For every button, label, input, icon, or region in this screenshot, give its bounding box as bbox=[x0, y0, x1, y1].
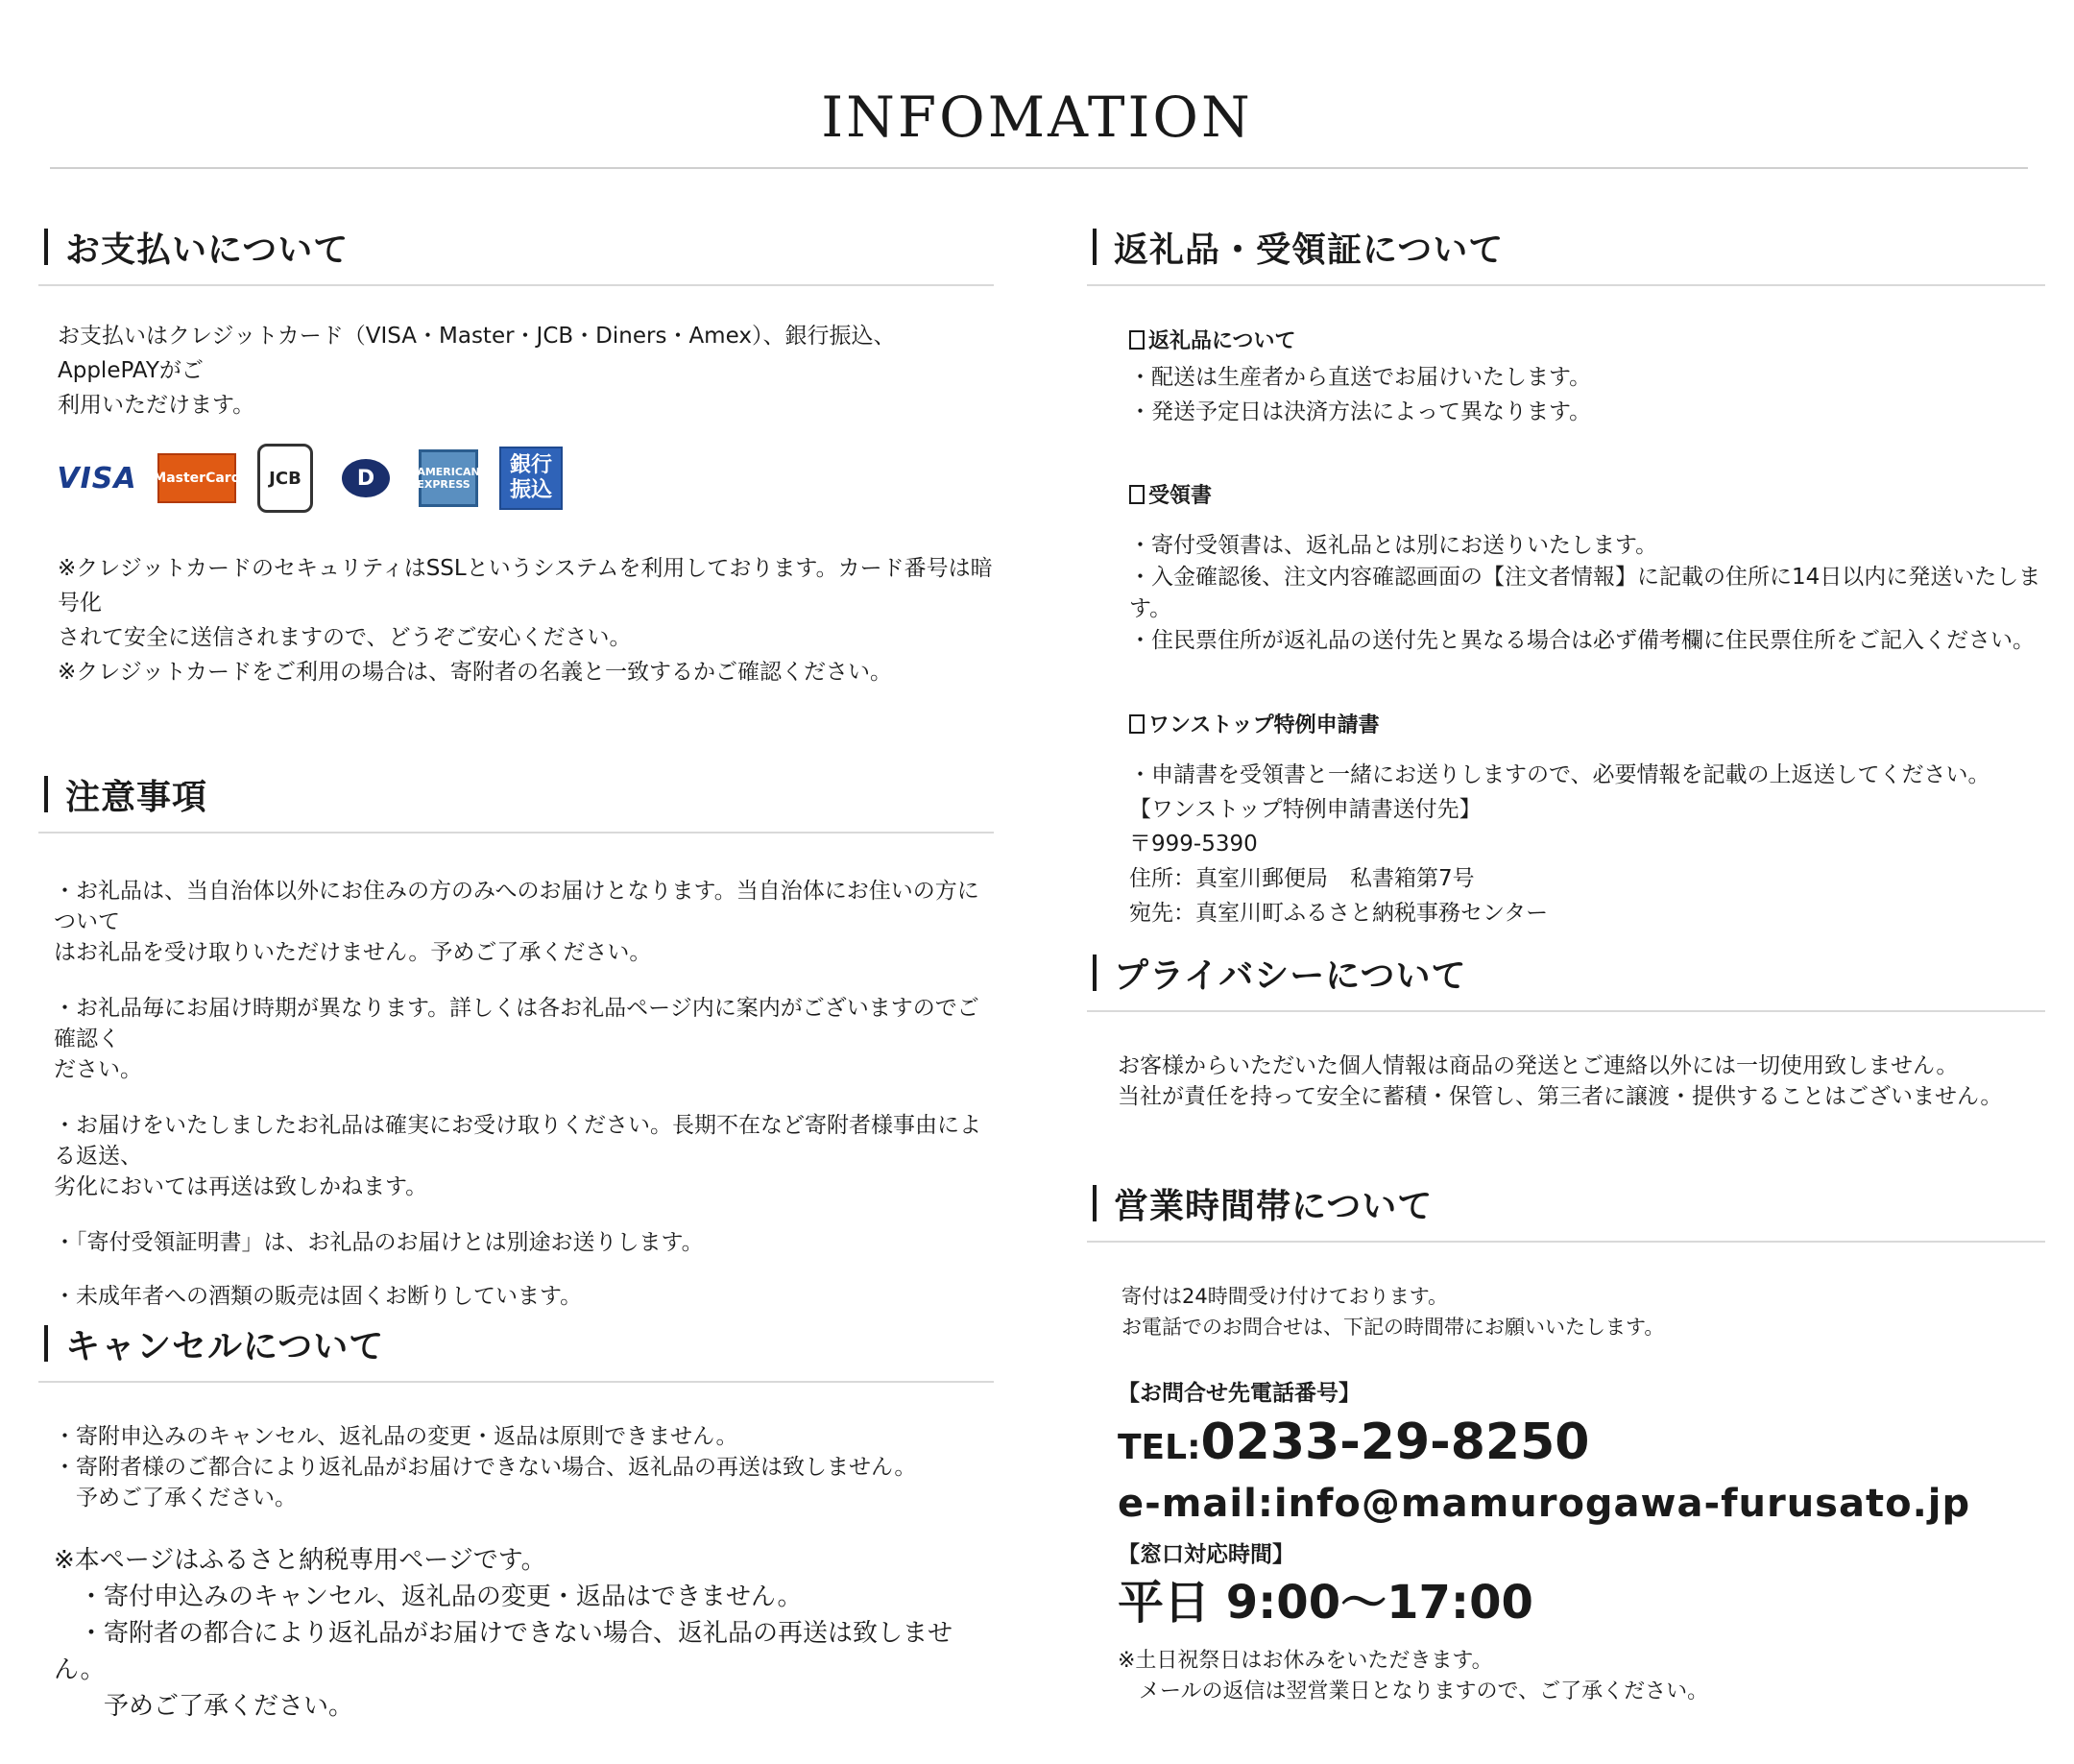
privacy-title: プライバシーについて bbox=[1114, 955, 1467, 996]
receipt-line: ・入金確認後、注文内容確認画面の【注文者情報】に記載の住所に14日以内に発送いたします。 bbox=[1129, 565, 2041, 621]
window-label: 【窓口対応時間】 bbox=[1118, 1542, 1294, 1567]
cancel-line: ・寄附申込みのキャンセル、返礼品の変更・返品は原則できません。 bbox=[54, 1424, 738, 1449]
privacy-lines bbox=[1087, 1051, 2045, 1112]
payment-section bbox=[38, 221, 994, 689]
onestop-address: 住所：真室川郵便局 私書箱第7号 bbox=[1129, 866, 1475, 891]
caution-heading bbox=[38, 768, 994, 820]
cancel-line: 予めご了承ください。 bbox=[54, 1486, 297, 1510]
heading-bar bbox=[1093, 229, 1097, 265]
cancel-notice-line: ・寄付申込みのキャンセル、返礼品の変更・返品はできません。 bbox=[54, 1583, 803, 1611]
cancel-line: ・寄附者様のご都合により返礼品がお届けできない場合、返礼品の再送は致しません。 bbox=[54, 1455, 917, 1480]
window-hours: 平日 9:00～17:00 bbox=[1118, 1576, 1533, 1630]
heading-bar bbox=[44, 776, 48, 812]
onestop-recipient: 宛先：真室川町ふるさと納税事務センター bbox=[1129, 901, 1549, 926]
onestop-line: 【ワンストップ特例申請書送付先】 bbox=[1129, 797, 1482, 822]
jcb-logo-icon: JCB bbox=[257, 444, 313, 513]
cancel-title: キャンセルについて bbox=[65, 1326, 385, 1366]
caution-item-line: 劣化においては再送は致しかねます。 bbox=[54, 1174, 428, 1199]
receipt-line: ・寄付受領書は、返礼品とは別にお送りいたします。 bbox=[1129, 533, 1658, 558]
cancel-notice-line: ※本ページはふるさと納税専用ページです。 bbox=[54, 1546, 546, 1575]
onestop-line: ・申請書を受領書と一緒にお送りしますので、必要情報を記載の上返送してください。 bbox=[1129, 762, 1990, 787]
receipt-label-text: 受領書 bbox=[1148, 484, 1213, 508]
cancel-section bbox=[38, 1317, 994, 1725]
diners-club-mark: D bbox=[342, 459, 390, 497]
hours-title: 営業時間帯について bbox=[1114, 1186, 1434, 1226]
payment-card-logos bbox=[38, 440, 994, 517]
privacy-line: 当社が責任を持って安全に蓄積・保管し、第三者に譲渡・提供することはございません。 bbox=[1118, 1084, 2003, 1109]
gift-line: ・発送予定日は決済方法によって異なります。 bbox=[1129, 399, 1592, 424]
payment-note-line: されて安全に送信されますので、どうぞご安心ください。 bbox=[58, 625, 632, 650]
gift-line: ・配送は生産者から直送でお届けいたします。 bbox=[1129, 365, 1592, 390]
gift-label bbox=[1129, 325, 2045, 354]
phone-number[interactable] bbox=[1118, 1412, 2045, 1479]
payment-intro bbox=[38, 319, 994, 423]
section-divider bbox=[1087, 1241, 2045, 1243]
payment-intro-line: 利用いただけます。 bbox=[58, 393, 255, 418]
hours-note-line: ※土日祝祭日はお休みをいただきます。 bbox=[1118, 1649, 1493, 1673]
onestop-postal-code: 〒999-5390 bbox=[1129, 832, 1258, 857]
gift-lines bbox=[1129, 360, 2045, 429]
section-divider bbox=[1087, 284, 2045, 286]
onestop-block bbox=[1087, 709, 2045, 930]
section-divider bbox=[38, 1381, 994, 1383]
heading-bar bbox=[44, 1325, 48, 1362]
caution-item bbox=[54, 876, 994, 968]
payment-note-line: ※クレジットカードをご利用の場合は、寄附者の名義と一致するかご確認ください。 bbox=[58, 660, 893, 685]
onestop-label bbox=[1129, 709, 2045, 738]
caution-title: 注意事項 bbox=[65, 777, 208, 817]
returns-title: 返礼品・受領証について bbox=[1114, 230, 1505, 270]
cancel-notice bbox=[38, 1542, 994, 1725]
caution-list bbox=[38, 876, 994, 1312]
payment-title: お支払いについて bbox=[65, 230, 350, 270]
caution-item bbox=[54, 1281, 994, 1312]
hours-notes bbox=[1118, 1646, 2045, 1707]
hours-line: 寄付は24時間受け付けております。 bbox=[1121, 1285, 1449, 1308]
checkbox-square-icon bbox=[1129, 330, 1145, 350]
visa-logo-icon: VISA bbox=[58, 459, 136, 497]
returns-heading bbox=[1087, 221, 2045, 273]
caution-item-line: ださい。 bbox=[54, 1057, 142, 1082]
cancel-lines bbox=[38, 1421, 994, 1513]
onestop-label-text: ワンストップ特例申請書 bbox=[1148, 713, 1380, 737]
bank-transfer-icon: 銀行振込 bbox=[499, 447, 563, 510]
amex-logo-icon: AMERICAN EXPRESS bbox=[419, 449, 478, 507]
caution-section bbox=[38, 768, 994, 1312]
payment-note-line: ※クレジットカードのセキュリティはSSLというシステムを利用しております。カード番号は暗号化 bbox=[58, 556, 993, 616]
cancel-heading bbox=[38, 1317, 994, 1369]
receipt-lines bbox=[1129, 530, 2045, 657]
caution-item-line: ・「寄付受領証明書」は、お礼品のお届けとは別途お送りします。 bbox=[54, 1230, 704, 1255]
gift-label-text: 返礼品について bbox=[1148, 329, 1296, 353]
caution-item bbox=[54, 1227, 994, 1258]
contact-block bbox=[1087, 1375, 2045, 1707]
payment-heading bbox=[38, 221, 994, 273]
cancel-notice-line: 予めご了承ください。 bbox=[54, 1692, 354, 1721]
heading-bar bbox=[1093, 954, 1097, 991]
caution-item bbox=[54, 993, 994, 1085]
email-address[interactable]: e-mail:info@mamurogawa-furusato.jp bbox=[1118, 1482, 1971, 1526]
receipt-block bbox=[1087, 479, 2045, 657]
heading-bar bbox=[44, 229, 48, 265]
section-divider bbox=[1087, 1010, 2045, 1012]
caution-item-line: はお礼品を受け取りいただけません。予めご了承ください。 bbox=[54, 940, 652, 965]
returns-section bbox=[1087, 221, 2045, 930]
onestop-lines bbox=[1129, 758, 2045, 930]
caution-item bbox=[54, 1110, 994, 1202]
receipt-label bbox=[1129, 479, 2045, 509]
payment-notes bbox=[38, 551, 994, 689]
gift-block bbox=[1087, 325, 2045, 429]
page-title: INFOMATION bbox=[821, 85, 1253, 150]
section-divider bbox=[38, 832, 994, 834]
caution-item-line: ・未成年者への酒類の販売は固くお断りしています。 bbox=[54, 1284, 583, 1309]
hours-heading bbox=[1087, 1177, 2045, 1229]
tel-number: 0233-29-8250 bbox=[1200, 1414, 1590, 1471]
cancel-notice-line: ・寄附者の都合により返礼品がお届けできない場合、返礼品の再送は致しません。 bbox=[54, 1619, 953, 1684]
caution-item-line: ・お届けをいたしましたお礼品は確実にお受け取りください。長期不在など寄附者様事由による返送、 bbox=[54, 1113, 981, 1169]
privacy-heading bbox=[1087, 947, 2045, 999]
checkbox-square-icon bbox=[1129, 714, 1145, 734]
heading-bar bbox=[1093, 1185, 1097, 1221]
payment-intro-line: お支払いはクレジットカード（VISA・Master・JCB・Diners・Amex）、銀行振込、ApplePAYがご bbox=[58, 324, 896, 383]
privacy-line: お客様からいただいた個人情報は商品の発送とご連絡以外には一切使用致しません。 bbox=[1118, 1053, 1959, 1078]
receipt-line: ・住民票住所が返礼品の送付先と異なる場合は必ず備考欄に住民票住所をご記入ください。 bbox=[1129, 628, 2035, 653]
tel-prefix: TEL: bbox=[1118, 1428, 1201, 1467]
diners-club-logo-icon bbox=[334, 447, 398, 510]
phone-label: 【お問合せ先電話番号】 bbox=[1118, 1381, 1361, 1406]
privacy-section bbox=[1087, 947, 2045, 1112]
hours-lines bbox=[1087, 1281, 2045, 1342]
hours-line: お電話でのお問合せは、下記の時間帯にお願いいたします。 bbox=[1121, 1316, 1665, 1339]
hours-note-line: メールの返信は翌営業日となりますので、ご了承ください。 bbox=[1118, 1679, 1709, 1704]
caution-item-line: ・お礼品は、当自治体以外にお住みの方のみへのお届けとなります。当自治体にお住いの方について bbox=[54, 879, 979, 934]
caution-item-line: ・お礼品毎にお届け時期が異なります。詳しくは各お礼品ページ内に案内がございますのでご確認く bbox=[54, 996, 979, 1051]
title-divider bbox=[50, 167, 2028, 169]
hours-section bbox=[1087, 1177, 2045, 1707]
mastercard-logo-icon: MasterCard bbox=[157, 453, 236, 503]
checkbox-square-icon bbox=[1129, 485, 1145, 504]
section-divider bbox=[38, 284, 994, 286]
